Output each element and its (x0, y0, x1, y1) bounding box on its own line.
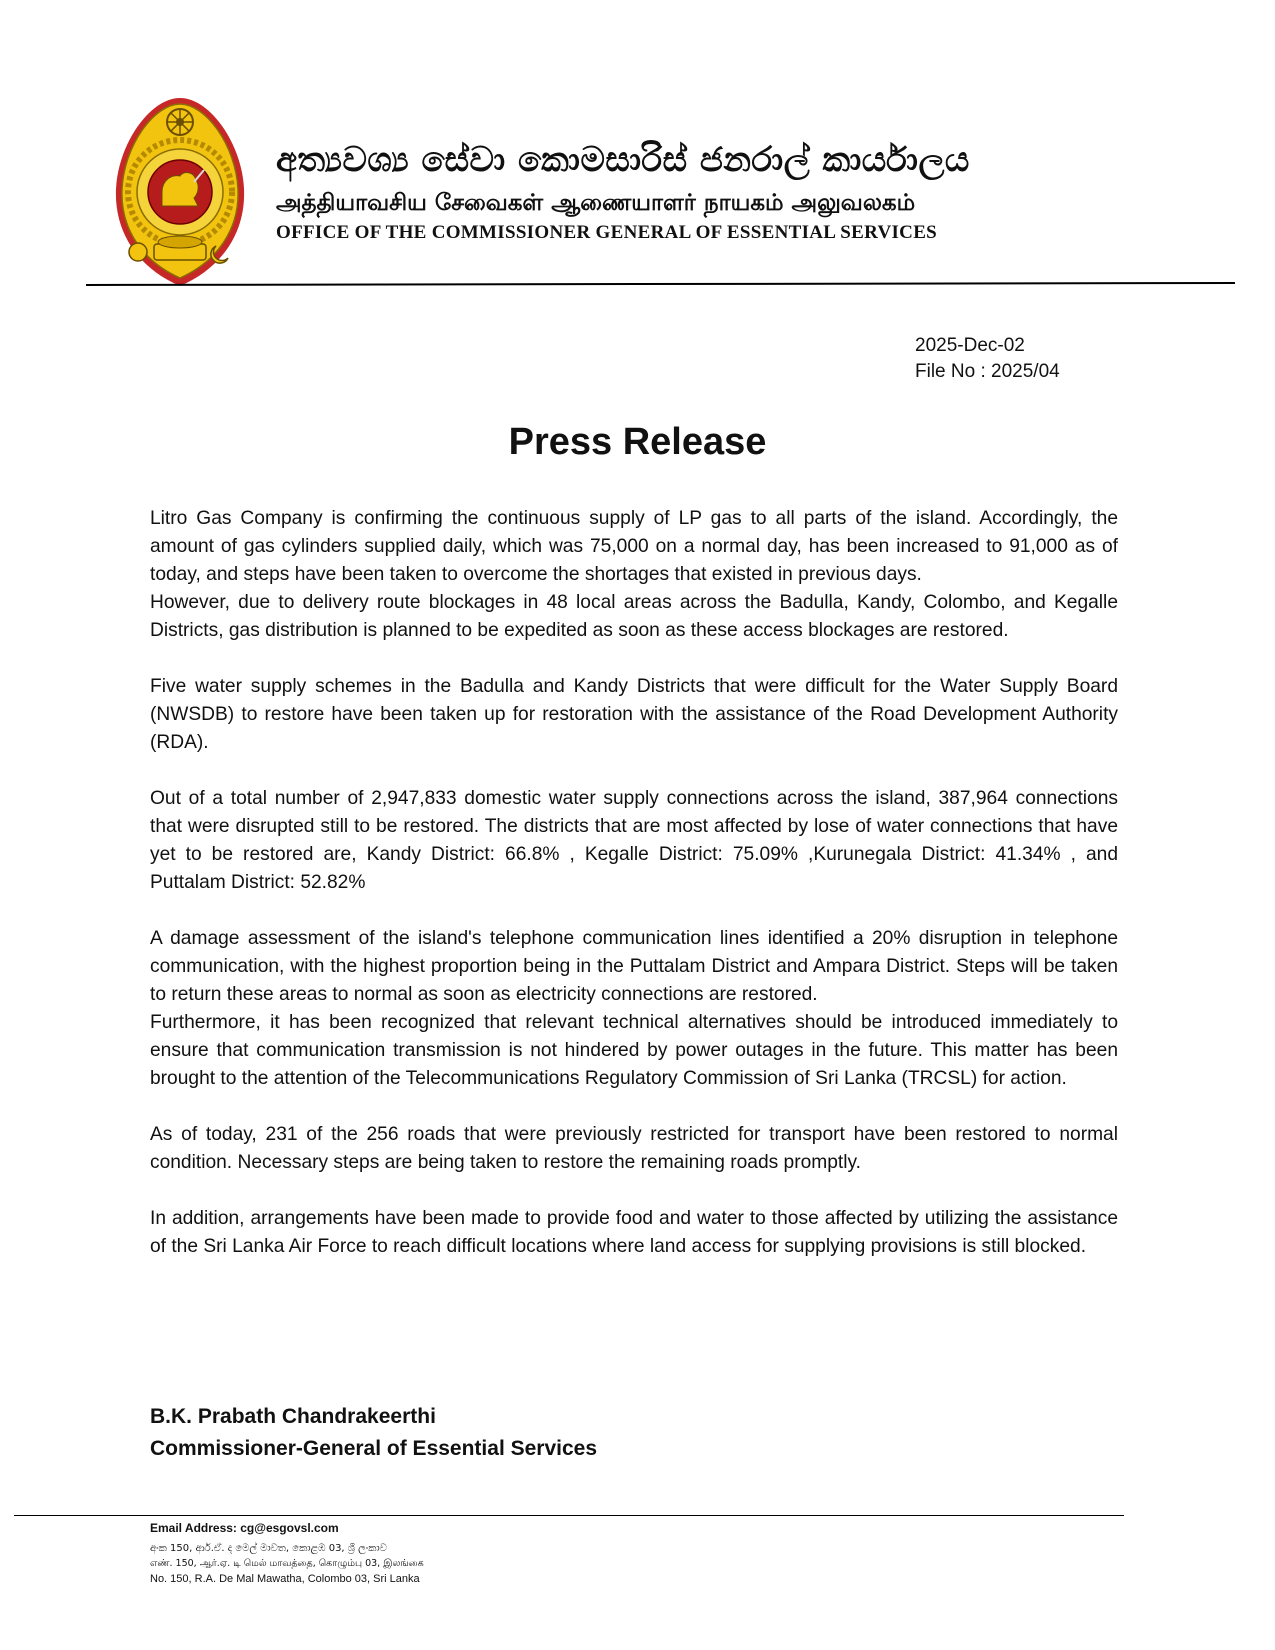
press-release-body (150, 505, 1118, 1289)
signatory-title: Commissioner-General of Essential Services (150, 1437, 598, 1460)
paragraph: Litro Gas Company is confirming the continuous supply of LP gas to all parts of the island. Accordingly, the amount of gas cylinders supplied daily, which was 75,000 on a normal day, has been increased to 91,000 as of today, and steps have been taken to overcome the shortages that existed in previous days. (150, 508, 1118, 585)
footer-address-tamil: எண். 150, ஆர்.ஏ. டி மெல் மாவத்தை, கொழும்பு 03, இலங்கை (150, 1558, 424, 1569)
paragraph: However, due to delivery route blockages in 48 local areas across the Badulla, Kandy, Colombo, and Kegalle Districts, gas distribution is planned to be expedited as soon as these access blockages are restored. (150, 592, 1118, 641)
footer-email: Email Address: cg@esgovsl.com (150, 1521, 339, 1535)
footer-address-sinhala: අංක 150, ආර්.ඒ. ද මෙල් මාවත, කොළඹ 03, ශ්‍රී ලංකාව (150, 1543, 387, 1554)
paragraph: As of today, 231 of the 256 roads that were previously restricted for transport have been restored to normal condition. Necessary steps are being taken to restore the remaining roads promptly. (150, 1124, 1118, 1173)
paragraph: Furthermore, it has been recognized that relevant technical alternatives should be introduced immediately to ensure that communication transmission is not hindered by power outages in the future. This matter has been brought to the attention of the Telecommunications Regulatory Commission of Sri Lanka (TRCSL) for action. (150, 1012, 1118, 1089)
paragraph: Out of a total number of 2,947,833 domestic water supply connections across the island, 387,964 connections that were disrupted still to be restored. The districts that are most affected by lose of water connections that have yet to be restored are, Kandy District: 66.8% , Kegalle District: 75.09% ,Kurunegala District: 41.34% , and Puttalam District: 52.82% (150, 788, 1118, 893)
document-date: 2025-Dec-02 (915, 335, 1025, 356)
header-sinhala-title: අත්‍යවශ්‍ය සේවා කොමසාරිස් ජනරාල් කාර්යාලය (276, 140, 970, 180)
footer-address-english: No. 150, R.A. De Mal Mawatha, Colombo 03, Sri Lanka (150, 1573, 420, 1585)
paragraph: Five water supply schemes in the Badulla and Kandy Districts that were difficult for the Water Supply Board (NWSDB) to restore have been taken up for restoration with the assistance of the Road Development Authority (RDA). (150, 676, 1118, 753)
footer-divider (14, 1515, 1124, 1516)
header-divider (86, 282, 1235, 286)
paragraph: A damage assessment of the island's telephone communication lines identified a 20% disruption in telephone communication, with the highest proportion being in the Puttalam District and Ampara District. Steps will be taken to return these areas to normal as soon as electricity connections are restored. (150, 928, 1118, 1005)
header-english-title: OFFICE OF THE COMMISSIONER GENERAL OF ESSENTIAL SERVICES (276, 222, 938, 243)
file-number: File No : 2025/04 (915, 361, 1060, 382)
signatory-name: B.K. Prabath Chandrakeerthi (150, 1405, 436, 1428)
paragraph: In addition, arrangements have been made to provide food and water to those affected by utilizing the assistance of the Sri Lanka Air Force to reach difficult locations where land access for supplying provisions is still blocked. (150, 1208, 1118, 1257)
page-title: Press Release (508, 421, 767, 463)
header-tamil-title: அத்தியாவசிய சேவைகள் ஆணையாளர் நாயகம் அலுவலகம் (276, 190, 916, 216)
national-emblem-icon (110, 94, 250, 290)
